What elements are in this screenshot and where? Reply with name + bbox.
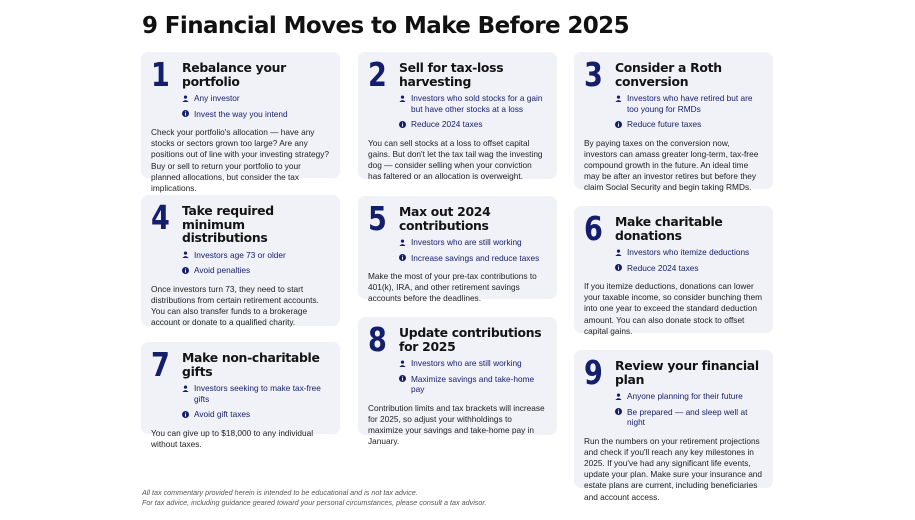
card-goal: Increase savings and reduce taxes <box>411 252 540 263</box>
card-audience: Investors who are still working <box>411 237 522 247</box>
card-goal: Invest the way you intend <box>194 108 288 119</box>
card-number: 7 <box>151 345 170 384</box>
card-description: Once investors turn 73, they need to start distributions from certain retirement accounts. You can also transfer funds to a brokerage account or donate to a qualified charity. <box>151 283 319 328</box>
card-description: Make the most of your pre-tax contributions to 401(k), IRA, and other retirement savings accounts before the deadlines. <box>368 271 537 304</box>
person-icon <box>615 249 622 256</box>
card-description: Check your portfolio's allocation — have any stocks or sectors grown too large? Are any positions out of line with your investing strategy? Buy or sell to return your portfolio to your planned allocations, but consider the tax implications. <box>151 127 330 194</box>
card-6 <box>574 206 773 336</box>
card-7 <box>141 342 340 449</box>
person-icon <box>182 251 189 258</box>
card-number: 6 <box>584 209 603 248</box>
card-audience: Investors who have retired but are too young for RMDs <box>627 93 753 114</box>
card-description: If you itemize deductions, donations can lower your taxable income, so consider bunching them into one year to exceed the standard deduction amount. You can also donate stock to offset capital gains. <box>584 281 763 336</box>
info-icon <box>399 121 406 128</box>
info-icon <box>399 254 406 261</box>
card-goal: Reduce future taxes <box>627 119 702 129</box>
info-icon <box>399 375 406 382</box>
card-title: Review your financial plan <box>615 358 759 387</box>
page-title: 9 Financial Moves to Make Before 2025 <box>142 13 629 39</box>
card-goal: Avoid penalties <box>194 265 251 275</box>
card-audience: Investors who are still working <box>411 358 522 368</box>
disclaimer-line-2: For tax advice, including guidance geared toward your personal circumstances, please consult a tax advisor. <box>142 498 487 507</box>
card-title: Make non-charitable gifts <box>182 350 320 379</box>
person-icon <box>182 385 189 392</box>
card-number: 1 <box>151 55 170 94</box>
card-number: 3 <box>584 55 603 94</box>
card-title: Update contributions for 2025 <box>399 325 542 354</box>
person-icon <box>399 360 406 367</box>
person-icon <box>615 393 622 400</box>
card-goal: Avoid gift taxes <box>194 409 251 419</box>
card-description: Run the numbers on your retirement projections and check if you'll reach any key milestones in 2025. If you've had any significant life events, update your plan. Make sure your insurance and estate plans are current, including beneficiaries and account access. <box>584 435 763 502</box>
card-number: 8 <box>368 320 387 359</box>
card-number: 2 <box>368 55 387 94</box>
card-1 <box>141 52 340 194</box>
info-icon <box>182 267 189 274</box>
disclaimer <box>142 488 702 508</box>
person-icon <box>615 95 622 102</box>
card-audience: Any investor <box>194 93 240 103</box>
person-icon <box>182 95 189 102</box>
card-goal: Reduce 2024 taxes <box>411 119 483 129</box>
card-description: You can sell stocks at a loss to offset capital gains. But don't let the tax tail wag the investing dog — consider selling when your conviction has faltered or an allocation is overweight. <box>368 137 543 182</box>
card-5 <box>358 196 557 304</box>
card-8 <box>358 317 557 447</box>
card-title: Consider a Roth conversion <box>615 60 722 89</box>
card-number: 5 <box>368 199 387 238</box>
card-audience: Investors who sold stocks for a gain but have other stocks at a loss <box>411 93 543 114</box>
info-icon <box>615 264 622 271</box>
card-2 <box>358 52 557 182</box>
card-audience: Investors seeking to make tax-free gifts <box>194 383 321 404</box>
card-description: Contribution limits and tax brackets will increase for 2025, so adjust your withholdings to maximize your savings and take-home pay in January. <box>368 402 545 447</box>
person-icon <box>399 239 406 246</box>
card-title: Max out 2024 contributions <box>399 204 491 233</box>
card-goal: Maximize savings and take-home pay <box>411 373 535 394</box>
card-audience: Investors age 73 or older <box>194 249 286 260</box>
card-title: Make charitable donations <box>615 214 723 243</box>
card-description: You can give up to $18,000 to any individual without taxes. <box>151 427 314 449</box>
card-goal: Be prepared — and sleep well at night <box>627 406 748 427</box>
card-number: 4 <box>151 198 170 237</box>
card-9 <box>574 350 773 502</box>
info-icon <box>182 110 189 117</box>
info-icon <box>615 408 622 415</box>
card-audience: Anyone planning for their future <box>627 391 743 401</box>
card-number: 9 <box>584 353 603 392</box>
card-title: Sell for tax-loss harvesting <box>399 60 504 89</box>
card-4 <box>141 195 340 326</box>
card-title: Take required minimum distributions <box>182 203 274 245</box>
disclaimer-line-1: All tax commentary provided herein is intended to be educational and is not tax advice. <box>142 488 418 497</box>
card-audience: Investors who itemize deductions <box>627 247 750 257</box>
card-goal: Reduce 2024 taxes <box>627 262 699 273</box>
card-3 <box>574 52 773 193</box>
card-description: By paying taxes on the conversion now, investors can amass greater long-term, tax-free compound growth in the future. An ideal time may be after an investor retires but before they claim Social Security and begin taking RMDs. <box>584 137 759 193</box>
card-title: Rebalance your portfolio <box>182 60 286 89</box>
info-icon <box>615 121 622 128</box>
info-icon <box>182 411 189 418</box>
person-icon <box>399 95 406 102</box>
